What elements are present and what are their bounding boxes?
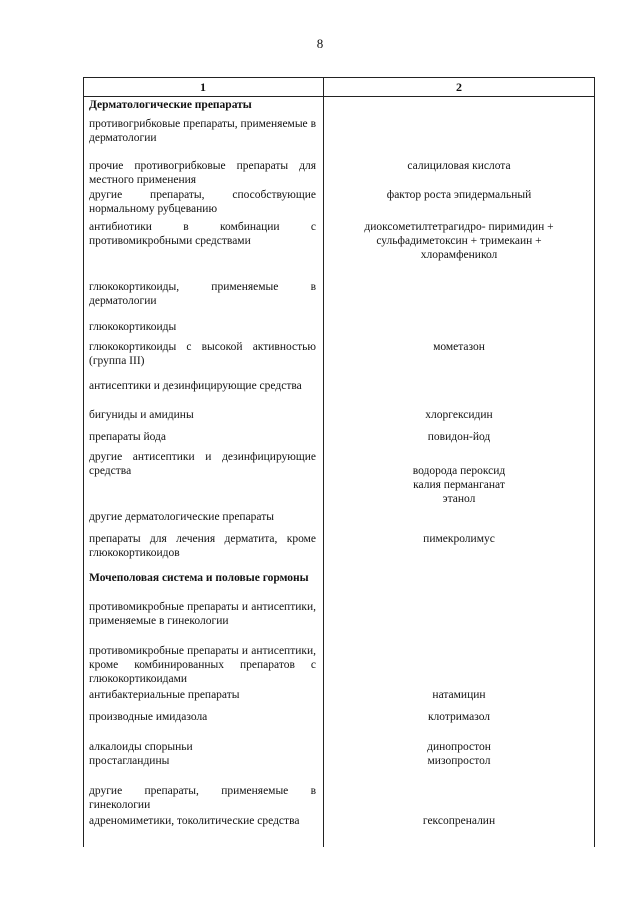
row-category: другие антисептики и дезинфицирующие средства: [89, 451, 316, 477]
row-category: антисептики и дезинфицирующие средства: [89, 380, 302, 392]
row-drug: диоксометилтетрагидро- пиримидин + сульфадиметоксин + тримекаин + хлорамфеникол: [364, 221, 554, 261]
section-heading: Мочеполовая система и половые гормоны: [89, 572, 309, 584]
row-drug: фактор роста эпидермальный: [386, 189, 532, 201]
row-category: алкалоиды спорыньи: [89, 741, 193, 753]
column-divider: [323, 77, 324, 847]
drug-line: калия перманганат: [413, 479, 505, 491]
row-drug: пимекролимус: [423, 533, 495, 545]
row-category: противомикробные препараты и антисептики, кроме комбинированных препаратов с глюкокортикоидами: [89, 645, 316, 685]
row-category: простагландины: [89, 755, 170, 767]
row-category: глюкокортикоиды с высокой активностью (группа III): [89, 341, 316, 367]
row-category: глюкокортикоиды, применяемые в дерматологии: [89, 281, 316, 307]
row-drug: мометазон: [433, 341, 485, 353]
column-header-2: 2: [456, 80, 462, 94]
table-border-left: [83, 77, 84, 847]
row-category: антибактериальные препараты: [89, 689, 240, 701]
row-category: адреномиметики, токолитические средства: [89, 815, 300, 827]
row-drug: хлоргексидин: [425, 409, 493, 421]
drug-table: [83, 77, 595, 847]
row-category: противомикробные препараты и антисептики, применяемые в гинекологии: [89, 601, 316, 627]
row-drug: мизопростол: [427, 755, 491, 767]
row-category: другие дерматологические препараты: [89, 511, 274, 523]
row-category: другие препараты, способствующие нормальному рубцеванию: [89, 189, 316, 215]
drug-line: этанол: [442, 493, 476, 505]
drug-line: водорода пероксид: [412, 465, 506, 477]
section-heading: Дерматологические препараты: [89, 99, 252, 111]
header-divider: [83, 96, 595, 97]
row-drug: повидон-йод: [427, 431, 491, 443]
row-drug: гексопреналин: [422, 815, 496, 827]
row-category: препараты для лечения дерматита, кроме глюкокортикоидов: [89, 533, 316, 559]
row-category-full: противогрибковые препараты, применяемые в дерматологии: [89, 118, 316, 144]
row-drug: [329, 464, 589, 506]
table-border-right: [594, 77, 595, 847]
row-drug: салициловая кислота: [407, 160, 511, 172]
column-header-1: 1: [200, 80, 206, 94]
row-drug: натамицин: [432, 689, 486, 701]
row-category: другие препараты, применяемые в гинекологии: [89, 785, 316, 811]
row-category: бигуниды и амидины: [89, 409, 194, 421]
page-number: 8: [316, 36, 324, 51]
row-category: прочие противогрибковые препараты для местного применения: [89, 160, 316, 186]
row-drug: клотримазол: [427, 711, 491, 723]
row-category: препараты йода: [89, 431, 166, 443]
row-category: антибиотики в комбинации с противомикробными средствами: [89, 221, 316, 247]
row-category: глюкокортикоиды: [89, 321, 177, 333]
row-category: производные имидазола: [89, 711, 208, 723]
row-drug: динопростон: [427, 741, 491, 753]
